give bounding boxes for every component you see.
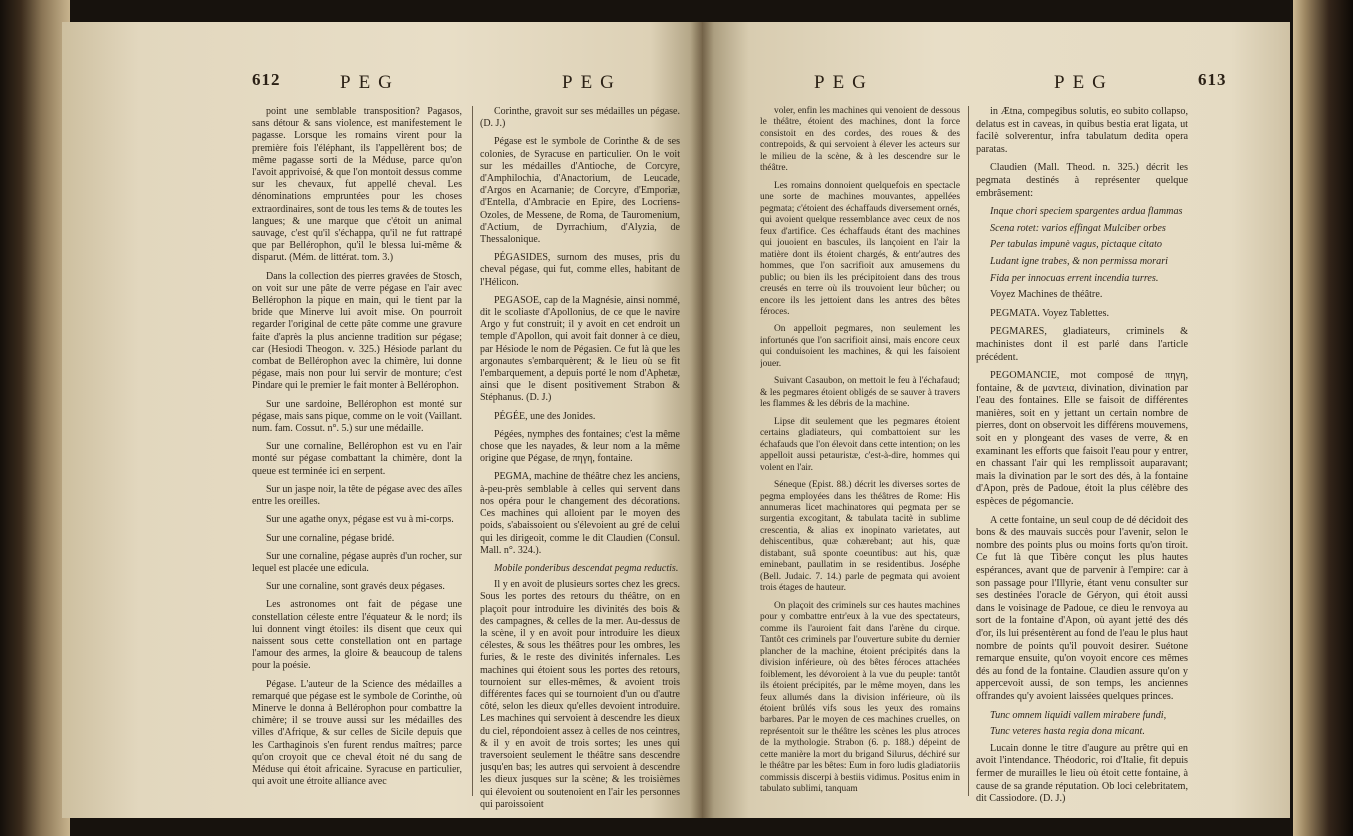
column-rule <box>968 106 969 796</box>
verse-line: Inque chori speciem spargentes ardua flammas <box>990 206 1183 218</box>
verse-line: Scena rotet: varios effingat Mulciber orbes <box>990 222 1166 234</box>
paragraph: Sur une agathe onyx, pégase est vu à mi-corps. <box>266 514 454 526</box>
paragraph: Les astronomes ont fait de pégase une constellation céleste entre l'équateur & le nord; ils lui donnent vingt étoiles: ils disent que ceux qui naissent sous cette constellation ont en partage l'amour des armes, la gloire & beaucoup de talens pour la poésie. <box>252 599 462 672</box>
verse-line: Fida per innocuas errent incendia turres. <box>990 272 1159 284</box>
page-number: 613 <box>1198 70 1227 89</box>
paragraph: voler, enfin les machines qui venoient de dessous le théâtre, étoient des machines, dont la force consistoit en des cordes, des roues & des contrepoids, & qui servoient à élever les acteurs sur le milieu de la scène, & à les descendre sur le théâtre. <box>760 106 960 174</box>
paragraph: Les romains donnoient quelquefois en spectacle une sorte de machines mouvantes, appellées pegmata; c'étoient des échaffauds diversement ornés, qui avoient quelque ressemblance avec ceux de nos feux d'artifice. Ces échaffauds étant des machines qui jouoient en bascules, ils lançoient en l'air la matière dont ils étoient chargés, & entr'autres des hommes, que l'on sacrifioit aux amusemens du public; ou bien ils les précipitoient dans des trous creusés en terre où ils trouvoient leur bûcher; ou encore ils les jettoient dans les antres des bêtes féroces. <box>760 180 960 317</box>
paragraph: Claudien (Mall. Theod. n. 325.) décrit les pegmata destinés à représenter quelque embrâsement: <box>976 162 1188 199</box>
running-head: PEG <box>562 72 622 93</box>
paragraph: PEGASOE, cap de la Magnésie, ainsi nommé, dit le scoliaste d'Apollonius, de ce que le navire Argo y fut construit; il y avoit en cet endroit un temple d'Apollon, qui avoit fait donner à ce dieu, par Hésiode le nom de Pégasien. Ce fut là que les argonautes s'embarquèrent; & le lieu où se fit l'embarquement, a depuis porté le nom d'Aphetæ, ainsi que le disent positivement Strabon & Stéphanus. (D. J.) <box>480 294 680 404</box>
paragraph: Lipse dit seulement que les pegmares étoient certains gladiateurs, qui combattoient sur les échafauds que l'on élevoit dans cette intention; on les appelloit aussi petauristæ, c'est-à-dire, hommes qui volent en l'air. <box>760 416 960 473</box>
paragraph: in Ætna, compegibus solutis, eo subito collapso, delatus est in caveas, in quibus bestia erat ligata, ut facilè solverentur, infra tabulatum dedita opera paratas. <box>976 106 1188 155</box>
running-head: PEG <box>340 72 400 93</box>
paragraph: Il y en avoit de plusieurs sortes chez les grecs. Sous les portes des retours du théâtre, on en plaçoit pour introduire les divinités des bois & des campagnes, & celles de la mer. Au-dessus de la scène, il y en avoit pour introduire les dieux célestes, & sous les théâtres pour les ombres, les furies, & le reste des divinités infernales. Les machines qui étoient sous les portes des retours, tournoient sur elles-mêmes, & avoient trois différentes faces qui se tournoient d'un ou d'autre côté, selon les dieux qu'elles devoient introduire. Les machines qui servoient à descendre les dieux du ciel, répondoient assez à celles de nos ceintres, & il y en avoit de trois sortes; les unes qui traversoient seulement le théâtre sans descendre jusqu'en bas; les autres qui servoient à descendre les dieux jusques sur la scène; & les troisièmes qui élevoient ou soutenoient en l'air les personnes qui paroissoient <box>480 579 680 810</box>
paragraph: Pégase est le symbole de Corinthe & de ses colonies, de Syracuse en particulier. On le voit sur les médailles d'Antioche, de Corcyre, d'Amphilochia, d'Anactorium, de Leucade, d'Argos en Acarnanie; de Corcyre, d'Emporiæ, d'Entella, d'Ambracie en Epire, des Locriens-Ozoles, de Messene, de Roma, de Tauromenium, d'Actium, de Dyrrachium, d'Alyzia, de Thessalonique. <box>480 136 680 246</box>
text-column <box>480 106 680 818</box>
verse-line: Tunc omnem liquidi vallem mirabere fundi, <box>990 709 1167 721</box>
running-head: PEG <box>1054 72 1114 93</box>
paragraph: Sur une cornaline, Bellérophon est vu en l'air monté sur pégase combattant la chimère, dont la queue est terminée ici en serpent. <box>252 441 462 477</box>
paragraph: Sur une cornaline, pégase auprès d'un rocher, sur lequel est placée une edicula. <box>252 550 462 574</box>
verse-line: Mobile ponderibus descendat pegma reductis. <box>494 562 679 574</box>
paragraph: Sur une sardoine, Bellérophon est monté sur pégase, mais sans pique, comme on le voit (Vaillant. num. fam. Cossut. n°. 5.) sur une médaille. <box>252 398 462 435</box>
paragraph: Pégées, nymphes des fontaines; c'est la même chose que les nayades, & leur nom a la même origine que Pégase, de πηγη, fontaine. <box>480 428 680 465</box>
paragraph: PEGOMANCIE, mot composé de πηγη, fontaine, & de μαντεια, divination, divination par l'eau des fontaines. Elle se faisoit de différentes manières, soit en y jettant un certain nombre de pierres, dont on observoit les différens mouvemens, soit en y plongeant des vases de verre, & en examinant les efforts que faisoit l'eau pour y entrer, en chassant l'air qui les remplissoit auparavant; mais la divination par le sort des dés, à la fontaine d'Apon, près de Padoue, étoit la plus célèbre des espèces de pégomancie. <box>976 370 1188 508</box>
paragraph: Pégase. L'auteur de la Science des médailles a remarqué que pégase est le symbole de Corinthe, où Minerve le donna à Bellérophon pour combattre la chimère; il se trouve aussi sur les médailles des villes d'Afrique, & sur celles de Sicile depuis que les Carthaginois s'en furent rendus maîtres; parce qu'on croyoit que ce cheval étoit né du sang de Méduse qui étoit africaine. Syracuse en particulier, qui avoit une étroite alliance avec <box>252 678 462 788</box>
verse-line: Ludant igne trabes, & non permissa morari <box>990 255 1169 267</box>
paragraph: A cette fontaine, un seul coup de dé décidoit des bons & des mauvais succès pour l'avenir, selon le nombre des points plus ou moins forts qu'on tiroit. Ce fut là que Tibère conçut les plus hautes espérances, avant que de parvenir à l'empire: car à son passage pour l'Illyrie, étant venu consulter sur ses destinées l'oracle de Géryon, qui étoit aussi dans le voisinage de Padoue, ce dieu le renvoya au sort de la fontaine d'Apon, où ayant jetté des dés d'or, ils lui présentèrent au fond de l'eau le plus haut nombre de points qu'il pouvoit desirer. Suétone remarque ensuite, qu'on voyoit encore ces mêmes dés au fond de la fontaine. Claudien assure qu'on y appercevoit aussi, de son temps, les anciennes offrandes qu'y avoient laissées quelques princes. <box>976 514 1188 702</box>
running-head: PEG <box>814 72 874 93</box>
paragraph: PEGMA, machine de théâtre chez les anciens, à-peu-près semblable à celles qui servent dans nos opéra pour le changement des décorations. Ces machines qui alloient par le moyen des poids, s'abaissoient ou s'élevoient au gré de celui qui les dirigeoit, comme le dit Claudien (Consul. Mall. n°. 324.). <box>480 471 680 556</box>
paragraph: PÉGÉE, une des Jonides. <box>494 410 596 422</box>
paragraph: Corinthe, gravoit sur ses médailles un pégase. (D. J.) <box>480 106 680 130</box>
left-page <box>62 22 702 818</box>
paragraph: point une semblable transposition? Pagasos, sans détour & sans violence, est manifestement le pagasse. Lorsque les romains virent pour la première fois l'éléphant, ils l'appellèrent bos; de même pagasse sorti de la Méduse, parce qu'on l'avoit apprivoisé, & que l'on montoit dessus comme sur les chevaux, fut appellé cheval. Les dénominations empruntées pour les choses extraordinaires, sont de tous les tems & de toutes les langues; & une marque que c'étoit un animal sauvage, c'est qu'il s'échappa, qu'il ne fut rattrapé que par Bellérophon, qu'il le blessa lui-même & disparut. (Mém. de littérat. tom. 3.) <box>252 106 462 264</box>
paragraph: On plaçoit des criminels sur ces hautes machines pour y combattre entr'eux à la vue des spectateurs, comme ils l'auroient fait dans l'arène du cirque. Tantôt ces criminels par l'ouverture subite du dernier plancher de la machine, étoient précipités dans la division inférieure, où des bêtes féroces attachées foiblement, les dévoroient à la vue du peuple: tantôt ils étoient précipités, par le même moyen, dans les feux allumés dans la division inférieure, où ils étoient brûlés vifs sous les yeux des romains barbares. Par le moyen de ces machines cruelles, on représentoit sur le théâtre les scènes les plus atroces de la mythologie. Strabon (6. p. 188.) dépeint de cette manière la mort du brigand Silurus, déchiré sur le théâtre par les bêtes: Eum in foro ludis gladiatoriis commissis discerpi à bestiis vidimus. Positus enim in tabulato sublimi, tanquam <box>760 600 960 795</box>
text-column <box>760 106 960 818</box>
paragraph: Lucain donne le titre d'augure au prêtre qui en avoit l'intendance. Théodoric, roi d'Italie, fit depuis fermer de murailles le lieu où étoit cette fontaine, à cause de sa grande réputation. Ob loci celebritatem, dit Cassiodore. (D. J.) <box>976 742 1188 805</box>
right-page-edges <box>1293 0 1353 836</box>
paragraph: Dans la collection des pierres gravées de Stosch, on voit sur une pâte de verre pégase en l'air avec Bellérophon la pique en main, qui le tient par la bride que Minerve lui avoit mise. On pourroit regarder l'original de cette pâte comme une gravure faite d'après la plus ancienne tradition sur pégase; car (Hesiodi Theogon. v. 325.) Hésiode parlant du combat de Bellérophon avec la chimère, lui donne pégase, mais non pour lui servir de monture; c'est Pindare qui le premier le fait monter à Bellérophon. <box>252 270 462 392</box>
paragraph: Séneque (Epist. 88.) décrit les diverses sortes de pegma employées dans les théâtres de Rome: His annumeras licet machinatores qui pegmata per se surgentia excogitant, & tabulata tacitè in sublime crescentia, & alias ex inopinato varietates, aut dehiscentibus, quæ cohærebant; aut his, quæ distabant, suâ sponte coeuntibus: aut his, quæ eminebant, paullatim in se residentibus. Joséphe (Bell. Judaic. 7. 14.) parle de pegmata qui avoient trois étages de hauteur. <box>760 480 960 594</box>
paragraph: Sur une cornaline, pégase bridé. <box>266 532 395 544</box>
right-page <box>702 22 1290 818</box>
text-column <box>252 106 462 818</box>
paragraph: PÉGASIDES, surnom des muses, pris du cheval pégase, qui fut, comme elles, habitant de l'Hélicon. <box>480 252 680 288</box>
column-rule <box>472 106 473 796</box>
paragraph: Sur une cornaline, sont gravés deux pégases. <box>266 581 445 593</box>
book-gutter <box>690 22 714 818</box>
verse-line: Tunc veteres hasta regia dona micant. <box>990 726 1145 738</box>
paragraph: On appelloit pegmares, non seulement les infortunés que l'on sacrifioit ainsi, mais encore ceux qui conduisoient les machines, & qui les faisoient jouer. <box>760 324 960 369</box>
left-page-edges <box>0 0 70 836</box>
verse-line: Per tabulas impunè vagus, pictaque citato <box>990 239 1163 251</box>
paragraph: Voyez Machines de théâtre. <box>990 289 1103 301</box>
text-column <box>976 106 1188 818</box>
paragraph: PEGMARES, gladiateurs, criminels & machinistes dont il est parlé dans l'article précédent. <box>976 326 1188 363</box>
paragraph: Sur un jaspe noir, la tête de pégase avec des aîles entre les oreilles. <box>252 483 462 508</box>
paragraph: PEGMATA. Voyez Tablettes. <box>990 307 1110 319</box>
page-number: 612 <box>252 70 281 89</box>
paragraph: Suivant Casaubon, on mettoit le feu à l'échafaud; & les pegmares étoient obligés de se sauver à travers les flammes & les débris de la machine. <box>760 376 960 410</box>
